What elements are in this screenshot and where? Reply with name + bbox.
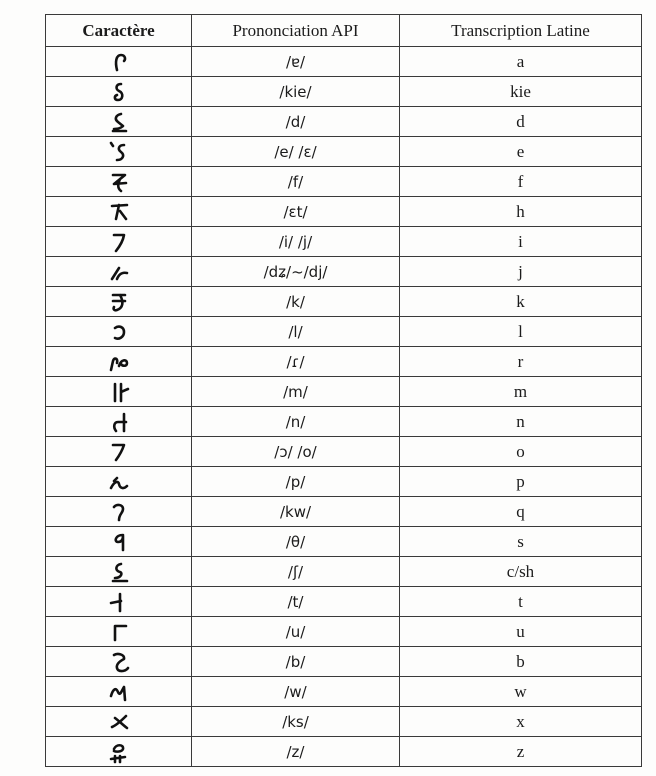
- ipa-cell: /u/: [192, 617, 400, 647]
- latin-cell: a: [400, 47, 642, 77]
- glyph-i-icon: [99, 230, 139, 254]
- ipa-cell: /n/: [192, 407, 400, 437]
- latin-cell: q: [400, 497, 642, 527]
- table-row: [46, 557, 642, 587]
- latin-cell: s: [400, 527, 642, 557]
- latin-cell: l: [400, 317, 642, 347]
- table-row: [46, 347, 642, 377]
- table-row: [46, 227, 642, 257]
- glyph-h-icon: [99, 200, 139, 224]
- ipa-cell: /θ/: [192, 527, 400, 557]
- latin-cell: u: [400, 617, 642, 647]
- glyph-e-icon: [99, 140, 139, 164]
- glyph-t-icon: [99, 590, 139, 614]
- character-cell: [46, 77, 192, 107]
- glyph-s-icon: [99, 530, 139, 554]
- header-ipa: Prononciation API: [192, 15, 400, 47]
- glyph-r-icon: [99, 350, 139, 374]
- character-cell: [46, 377, 192, 407]
- ipa-cell: /kie/: [192, 77, 400, 107]
- ipa-cell: /ɔ/ /o/: [192, 437, 400, 467]
- latin-cell: d: [400, 107, 642, 137]
- table-row: [46, 707, 642, 737]
- ipa-cell: /k/: [192, 287, 400, 317]
- character-cell: [46, 557, 192, 587]
- latin-cell: k: [400, 287, 642, 317]
- latin-cell: t: [400, 587, 642, 617]
- character-cell: [46, 347, 192, 377]
- ipa-cell: /ɐ/: [192, 47, 400, 77]
- character-cell: [46, 407, 192, 437]
- ipa-cell: /f/: [192, 167, 400, 197]
- glyph-l-icon: [99, 320, 139, 344]
- table-row: [46, 137, 642, 167]
- ipa-cell: /b/: [192, 647, 400, 677]
- glyph-p-icon: [99, 470, 139, 494]
- table-row: [46, 527, 642, 557]
- table-row: [46, 167, 642, 197]
- character-cell: [46, 677, 192, 707]
- glyph-o-icon: [99, 440, 139, 464]
- latin-cell: kie: [400, 77, 642, 107]
- latin-cell: n: [400, 407, 642, 437]
- table-row: [46, 647, 642, 677]
- ipa-cell: /dʑ/~/dj/: [192, 257, 400, 287]
- character-cell: [46, 107, 192, 137]
- character-cell: [46, 497, 192, 527]
- table-row: [46, 467, 642, 497]
- ipa-cell: /i/ /j/: [192, 227, 400, 257]
- character-cell: [46, 737, 192, 767]
- glyph-j-icon: [99, 260, 139, 284]
- ipa-cell: /ɾ/: [192, 347, 400, 377]
- character-cell: [46, 467, 192, 497]
- ipa-cell: /ʃ/: [192, 557, 400, 587]
- latin-cell: m: [400, 377, 642, 407]
- character-cell: [46, 47, 192, 77]
- header-character: Caractère: [46, 15, 192, 47]
- table-row: [46, 677, 642, 707]
- latin-cell: x: [400, 707, 642, 737]
- ipa-cell: /ks/: [192, 707, 400, 737]
- ipa-cell: /t/: [192, 587, 400, 617]
- latin-cell: e: [400, 137, 642, 167]
- character-cell: [46, 317, 192, 347]
- character-cell: [46, 647, 192, 677]
- table-row: [46, 287, 642, 317]
- character-cell: [46, 437, 192, 467]
- ipa-cell: /z/: [192, 737, 400, 767]
- ipa-cell: /kw/: [192, 497, 400, 527]
- latin-cell: f: [400, 167, 642, 197]
- character-cell: [46, 527, 192, 557]
- header-row: [46, 15, 642, 47]
- ipa-cell: /d/: [192, 107, 400, 137]
- latin-cell: j: [400, 257, 642, 287]
- table-row: [46, 197, 642, 227]
- table-row: [46, 587, 642, 617]
- table-body: [46, 47, 642, 767]
- character-cell: [46, 287, 192, 317]
- glyph-w-icon: [99, 680, 139, 704]
- latin-cell: p: [400, 467, 642, 497]
- glyph-f-icon: [99, 170, 139, 194]
- character-cell: [46, 227, 192, 257]
- table-row: [46, 407, 642, 437]
- latin-cell: w: [400, 677, 642, 707]
- latin-cell: z: [400, 737, 642, 767]
- glyph-c-sh-icon: [99, 560, 139, 584]
- ipa-cell: /w/: [192, 677, 400, 707]
- table-row: [46, 377, 642, 407]
- character-cell: [46, 167, 192, 197]
- glyph-b-icon: [99, 650, 139, 674]
- header-latin: Transcription Latine: [400, 15, 642, 47]
- glyph-q-icon: [99, 500, 139, 524]
- latin-cell: b: [400, 647, 642, 677]
- table-row: [46, 257, 642, 287]
- glyph-d-icon: [99, 110, 139, 134]
- glyph-kie-icon: [99, 80, 139, 104]
- ipa-cell: /e/ /ɛ/: [192, 137, 400, 167]
- latin-cell: i: [400, 227, 642, 257]
- glyph-x-icon: [99, 710, 139, 734]
- character-cell: [46, 197, 192, 227]
- character-cell: [46, 137, 192, 167]
- table-row: [46, 437, 642, 467]
- glyph-m-icon: [99, 380, 139, 404]
- ipa-cell: /l/: [192, 317, 400, 347]
- table-row: [46, 47, 642, 77]
- latin-cell: r: [400, 347, 642, 377]
- ipa-cell: /ɛt/: [192, 197, 400, 227]
- glyph-a-icon: [99, 50, 139, 74]
- table-row: [46, 317, 642, 347]
- glyph-u-icon: [99, 620, 139, 644]
- character-cell: [46, 257, 192, 287]
- character-cell: [46, 707, 192, 737]
- glyph-k-icon: [99, 290, 139, 314]
- table-row: [46, 737, 642, 767]
- character-cell: [46, 617, 192, 647]
- glyph-z-icon: [99, 740, 139, 764]
- latin-cell: c/sh: [400, 557, 642, 587]
- table-row: [46, 107, 642, 137]
- table-row: [46, 77, 642, 107]
- table-row: [46, 497, 642, 527]
- alphabet-table: [45, 14, 642, 767]
- character-cell: [46, 587, 192, 617]
- latin-cell: o: [400, 437, 642, 467]
- ipa-cell: /p/: [192, 467, 400, 497]
- table-row: [46, 617, 642, 647]
- ipa-cell: /m/: [192, 377, 400, 407]
- latin-cell: h: [400, 197, 642, 227]
- glyph-n-icon: [99, 410, 139, 434]
